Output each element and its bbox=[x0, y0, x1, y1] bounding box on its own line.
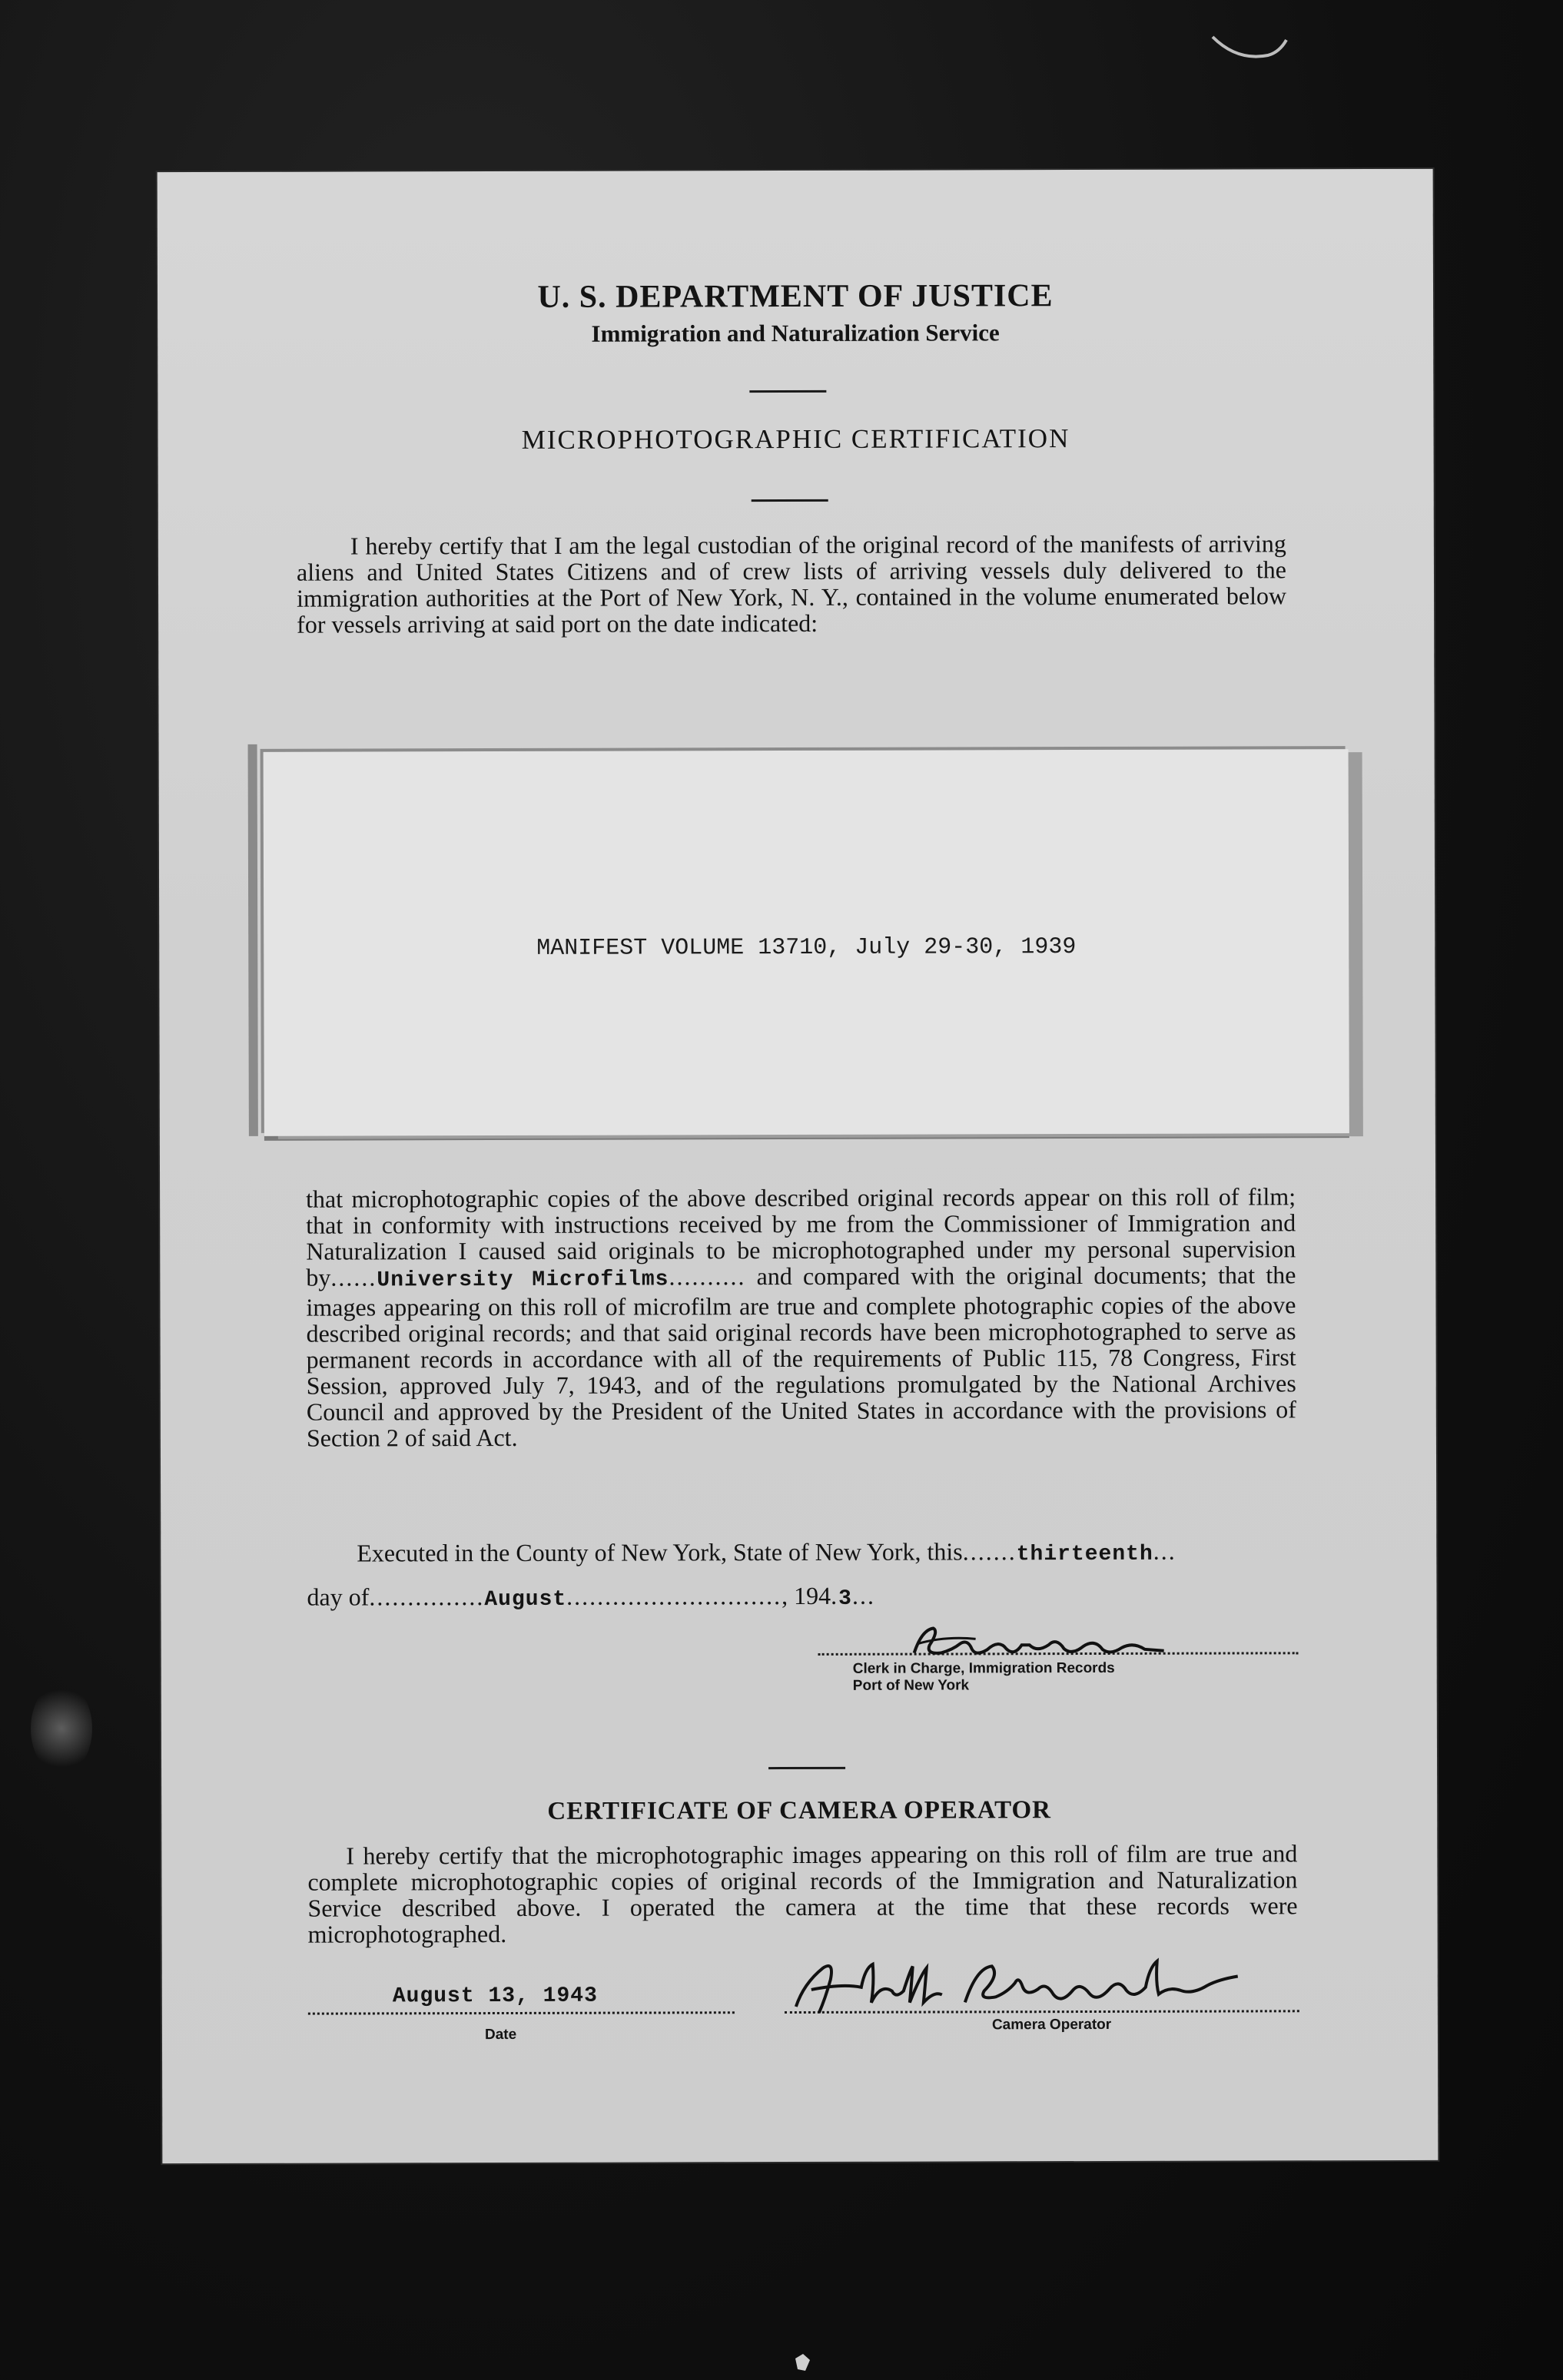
microfilm-agency: University Microfilms bbox=[377, 1268, 669, 1293]
day-of-label: day of bbox=[307, 1583, 370, 1611]
day-dots-after: ... bbox=[1153, 1536, 1176, 1565]
operator-date-line bbox=[308, 1981, 735, 2014]
date-caption: Date bbox=[484, 2026, 517, 2044]
certification-title: MICROPHOTOGRAPHIC CERTIFICATION bbox=[521, 423, 1070, 455]
film-corner-mark bbox=[1206, 23, 1291, 69]
custodian-statement: I hereby certify that I am the legal custodian of the original record of the manifests of arriving aliens and United States Citizens and of crew lists of arriving vessels duly delivered to the immigration authorities at the Port of New York, N. Y., contained in the volume enumerated below for vessels arriving at said port on the date indicated: bbox=[296, 529, 1287, 638]
department-title: U. S. DEPARTMENT OF JUSTICE bbox=[537, 278, 1054, 315]
copies-statement bbox=[306, 1183, 1296, 1450]
month-year-line bbox=[307, 1582, 875, 1613]
film-smudge bbox=[31, 1682, 92, 1775]
month-dots-before: ............... bbox=[369, 1583, 485, 1611]
execution-line bbox=[357, 1537, 1176, 1569]
day-dots-before: ....... bbox=[962, 1537, 1017, 1566]
agency-dots-after: .......... bbox=[669, 1262, 746, 1291]
camera-operator-signature bbox=[788, 1951, 1249, 2022]
copies-statement-part2: and compared with the original documents; that the images appearing on this roll of microfilm are true and complete photographic copies of the above described original records; and that said original records have been microphotographed to serve as permanent records in accordance with all of the requirements of Public 115, 78 Congress, First Session, approved July 7, 1943, and of the regulations promulgated by the National Archives Council and approved by the President of the United States in accordance with the provisions of Section 2 of said Act. bbox=[306, 1261, 1296, 1452]
certificate-page bbox=[158, 169, 1439, 2163]
camera-operator-statement: I hereby certify that the microphotographic images appearing on this roll of film are true and complete microphotographic copies of original records of the Immigration and Naturalization Service described above. I operated the camera at the time that these records were microphotographed. bbox=[307, 1839, 1298, 1948]
execution-day: thirteenth bbox=[1016, 1542, 1153, 1567]
clerk-location: Port of New York bbox=[852, 1677, 970, 1694]
year-prefix: , 194 bbox=[782, 1581, 831, 1610]
operator-date-value: August 13, 1943 bbox=[392, 1984, 598, 2009]
divider-rule bbox=[768, 1767, 845, 1769]
manifest-volume-slip bbox=[264, 749, 1349, 1136]
operator-caption: Camera Operator bbox=[991, 2016, 1112, 2034]
execution-month: August bbox=[484, 1587, 567, 1613]
year-dots-after: ... bbox=[851, 1581, 876, 1609]
clerk-caption bbox=[853, 1660, 1115, 1695]
year-digit: 3 bbox=[838, 1586, 853, 1611]
divider-rule bbox=[749, 390, 826, 393]
service-subtitle: Immigration and Naturalization Service bbox=[591, 319, 1000, 347]
agency-dots-before: ...... bbox=[330, 1263, 377, 1291]
month-dots-after: ............................ bbox=[566, 1582, 782, 1610]
copies-statement-part1: that microphotographic copies of the above described original records appear on this roll of film; that in conformity with instructions received by me from the Commissioner of Immigration and Naturalization I caused said originals to be microphotographed under my personal supervision by bbox=[306, 1182, 1296, 1291]
slip-shadow-edge bbox=[248, 744, 258, 1136]
manifest-volume-text: MANIFEST VOLUME 13710, July 29-30, 1939 bbox=[536, 934, 1077, 962]
execution-prefix: Executed in the County of New York, State of New York, this bbox=[357, 1537, 963, 1567]
camera-operator-title: CERTIFICATE OF CAMERA OPERATOR bbox=[547, 1796, 1052, 1825]
clerk-title: Clerk in Charge, Immigration Records bbox=[852, 1659, 1115, 1677]
year-dot: . bbox=[831, 1581, 839, 1609]
film-bottom-mark bbox=[791, 2351, 815, 2374]
divider-rule bbox=[752, 499, 828, 502]
